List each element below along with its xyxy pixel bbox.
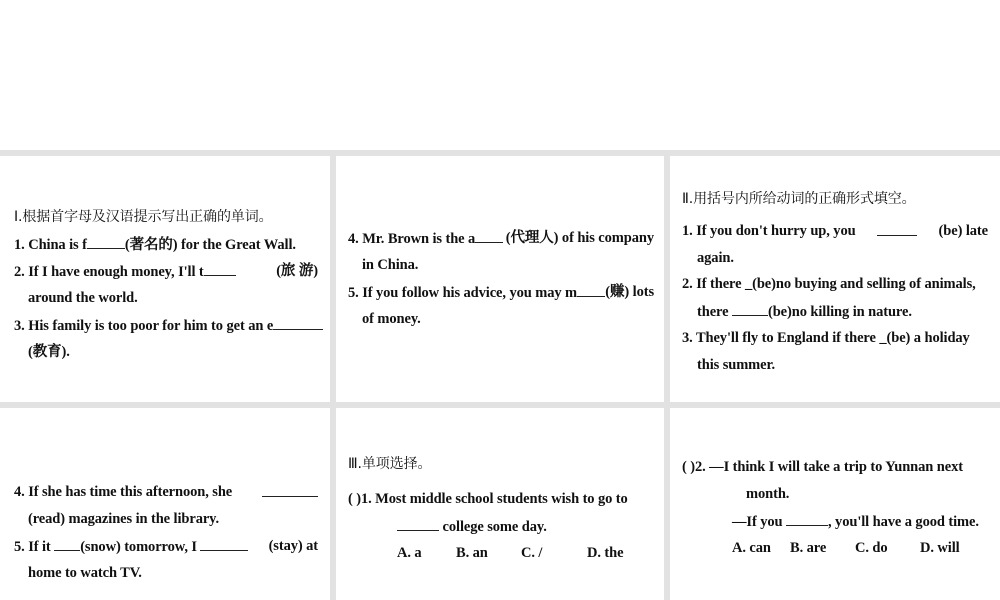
answer-blank[interactable] <box>732 301 768 316</box>
s3-q1-option-b[interactable]: B. an <box>456 545 488 561</box>
s2-q1-text-b: (be) late <box>938 223 988 239</box>
s1-q5-line2: of money. <box>362 311 421 327</box>
s2-q2-text-c: (be)no killing in nature. <box>767 304 912 320</box>
panel-section2-part2 <box>0 408 330 600</box>
s2-question-5 <box>14 536 318 557</box>
s3-q1-text-a: 1. Most middle school students wish to go to <box>360 491 628 507</box>
s2-q2-text-b: there <box>697 304 729 320</box>
s3-q2-line3 <box>732 511 979 532</box>
s2-q5-text-a: 5. If it <box>14 539 51 555</box>
s3-q1-line2 <box>397 516 547 537</box>
panel-section3-part1 <box>336 408 664 600</box>
s2-question-2: 2. If there _(be)no buying and selling of animals, <box>682 276 976 292</box>
s2-q1-text-a: 1. If you don't hurry up, you <box>682 223 856 239</box>
s1-q3-text-a: 3. His family is too poor for him to get an e <box>14 318 274 334</box>
s1-q4-text-b: (代理人) of his company <box>505 230 654 246</box>
s2-q5-text-b: (snow) tomorrow, I <box>80 539 197 555</box>
s3-q1-option-a[interactable]: A. a <box>397 545 422 561</box>
answer-blank[interactable] <box>262 482 318 497</box>
s2-question-3: 3. They'll fly to England if there _(be) a holiday <box>682 330 970 346</box>
s2-q1-line2: again. <box>697 250 734 266</box>
s2-q2-line2 <box>697 301 912 322</box>
s1-q5-text-b: (赚) lots <box>605 284 654 300</box>
answer-blank[interactable] <box>577 282 605 297</box>
s3-q1-option-c[interactable]: C. / <box>521 545 543 561</box>
s3-q2-line2: month. <box>746 486 790 502</box>
answer-blank[interactable] <box>200 536 248 551</box>
s1-q4-text-a: 4. Mr. Brown is the a <box>348 231 476 247</box>
answer-blank[interactable] <box>273 315 323 330</box>
s1-q4-line2: in China. <box>362 257 419 273</box>
answer-blank[interactable] <box>204 261 236 276</box>
section2-heading: Ⅱ.用括号内所给动词的正确形式填空。 <box>682 191 916 207</box>
section1-heading: Ⅰ.根据首字母及汉语提示写出正确的单词。 <box>14 209 273 225</box>
panel-section1-part2 <box>336 156 664 402</box>
panel-section2-part1 <box>670 156 1000 402</box>
answer-blank[interactable] <box>397 516 439 531</box>
answer-blank[interactable] <box>475 228 503 243</box>
s1-question-4 <box>348 228 654 249</box>
s1-q2-line2: around the world. <box>28 290 138 306</box>
answer-blank[interactable] <box>87 234 125 249</box>
s3-q2-text-c: —If you <box>732 514 783 530</box>
s3-q1-text-b: college some day. <box>442 519 547 535</box>
s1-q1-text-a: 1. China is f <box>14 237 87 253</box>
s3-q2-option-c[interactable]: C. do <box>855 540 888 556</box>
s3-q2-option-d[interactable]: D. will <box>920 540 960 556</box>
answer-blank[interactable] <box>786 511 828 526</box>
top-blank-area <box>0 0 1000 150</box>
s2-q5-text-c: (stay) at <box>268 538 318 554</box>
answer-paren[interactable]: ( ) <box>348 491 361 507</box>
panel-section1-part1 <box>0 156 330 402</box>
s1-q5-text-a: 5. If you follow his advice, you may m <box>348 285 578 301</box>
s2-q3-line2: this summer. <box>697 357 776 373</box>
s1-question-2 <box>14 261 318 282</box>
s3-q2-text-a: 2. —I think I will take a trip to Yunnan next <box>694 459 963 475</box>
s3-q2-text-d: , you'll have a good time. <box>828 514 979 530</box>
s2-question-1 <box>682 221 988 241</box>
s1-q1-text-b: (著名的) for the Great Wall. <box>124 237 296 253</box>
s1-question-3 <box>14 315 323 336</box>
s1-q2-text-a: 2. If I have enough money, I'll t <box>14 264 204 280</box>
s3-q1-option-d[interactable]: D. the <box>587 545 624 561</box>
s3-question-1 <box>348 489 628 509</box>
s3-q2-option-b[interactable]: B. are <box>790 540 827 556</box>
s1-q3-line2: (教育). <box>28 344 70 360</box>
s1-question-5 <box>348 282 654 303</box>
answer-paren[interactable]: ( ) <box>682 459 695 475</box>
answer-blank[interactable] <box>877 221 917 236</box>
s2-q4-line2: (read) magazines in the library. <box>28 511 220 527</box>
s2-q5-line2: home to watch TV. <box>28 565 142 581</box>
s1-question-1 <box>14 234 296 255</box>
s3-q2-option-a[interactable]: A. can <box>732 540 771 556</box>
panel-section3-part2 <box>670 408 1000 600</box>
s1-q2-text-b: (旅 游) <box>276 263 318 279</box>
answer-blank[interactable] <box>54 536 80 551</box>
s3-question-2 <box>682 457 963 477</box>
section3-heading: Ⅲ.单项选择。 <box>348 456 432 472</box>
s2-q4-text-a: 4. If she has time this afternoon, she <box>14 484 233 500</box>
s2-question-4 <box>14 482 318 502</box>
